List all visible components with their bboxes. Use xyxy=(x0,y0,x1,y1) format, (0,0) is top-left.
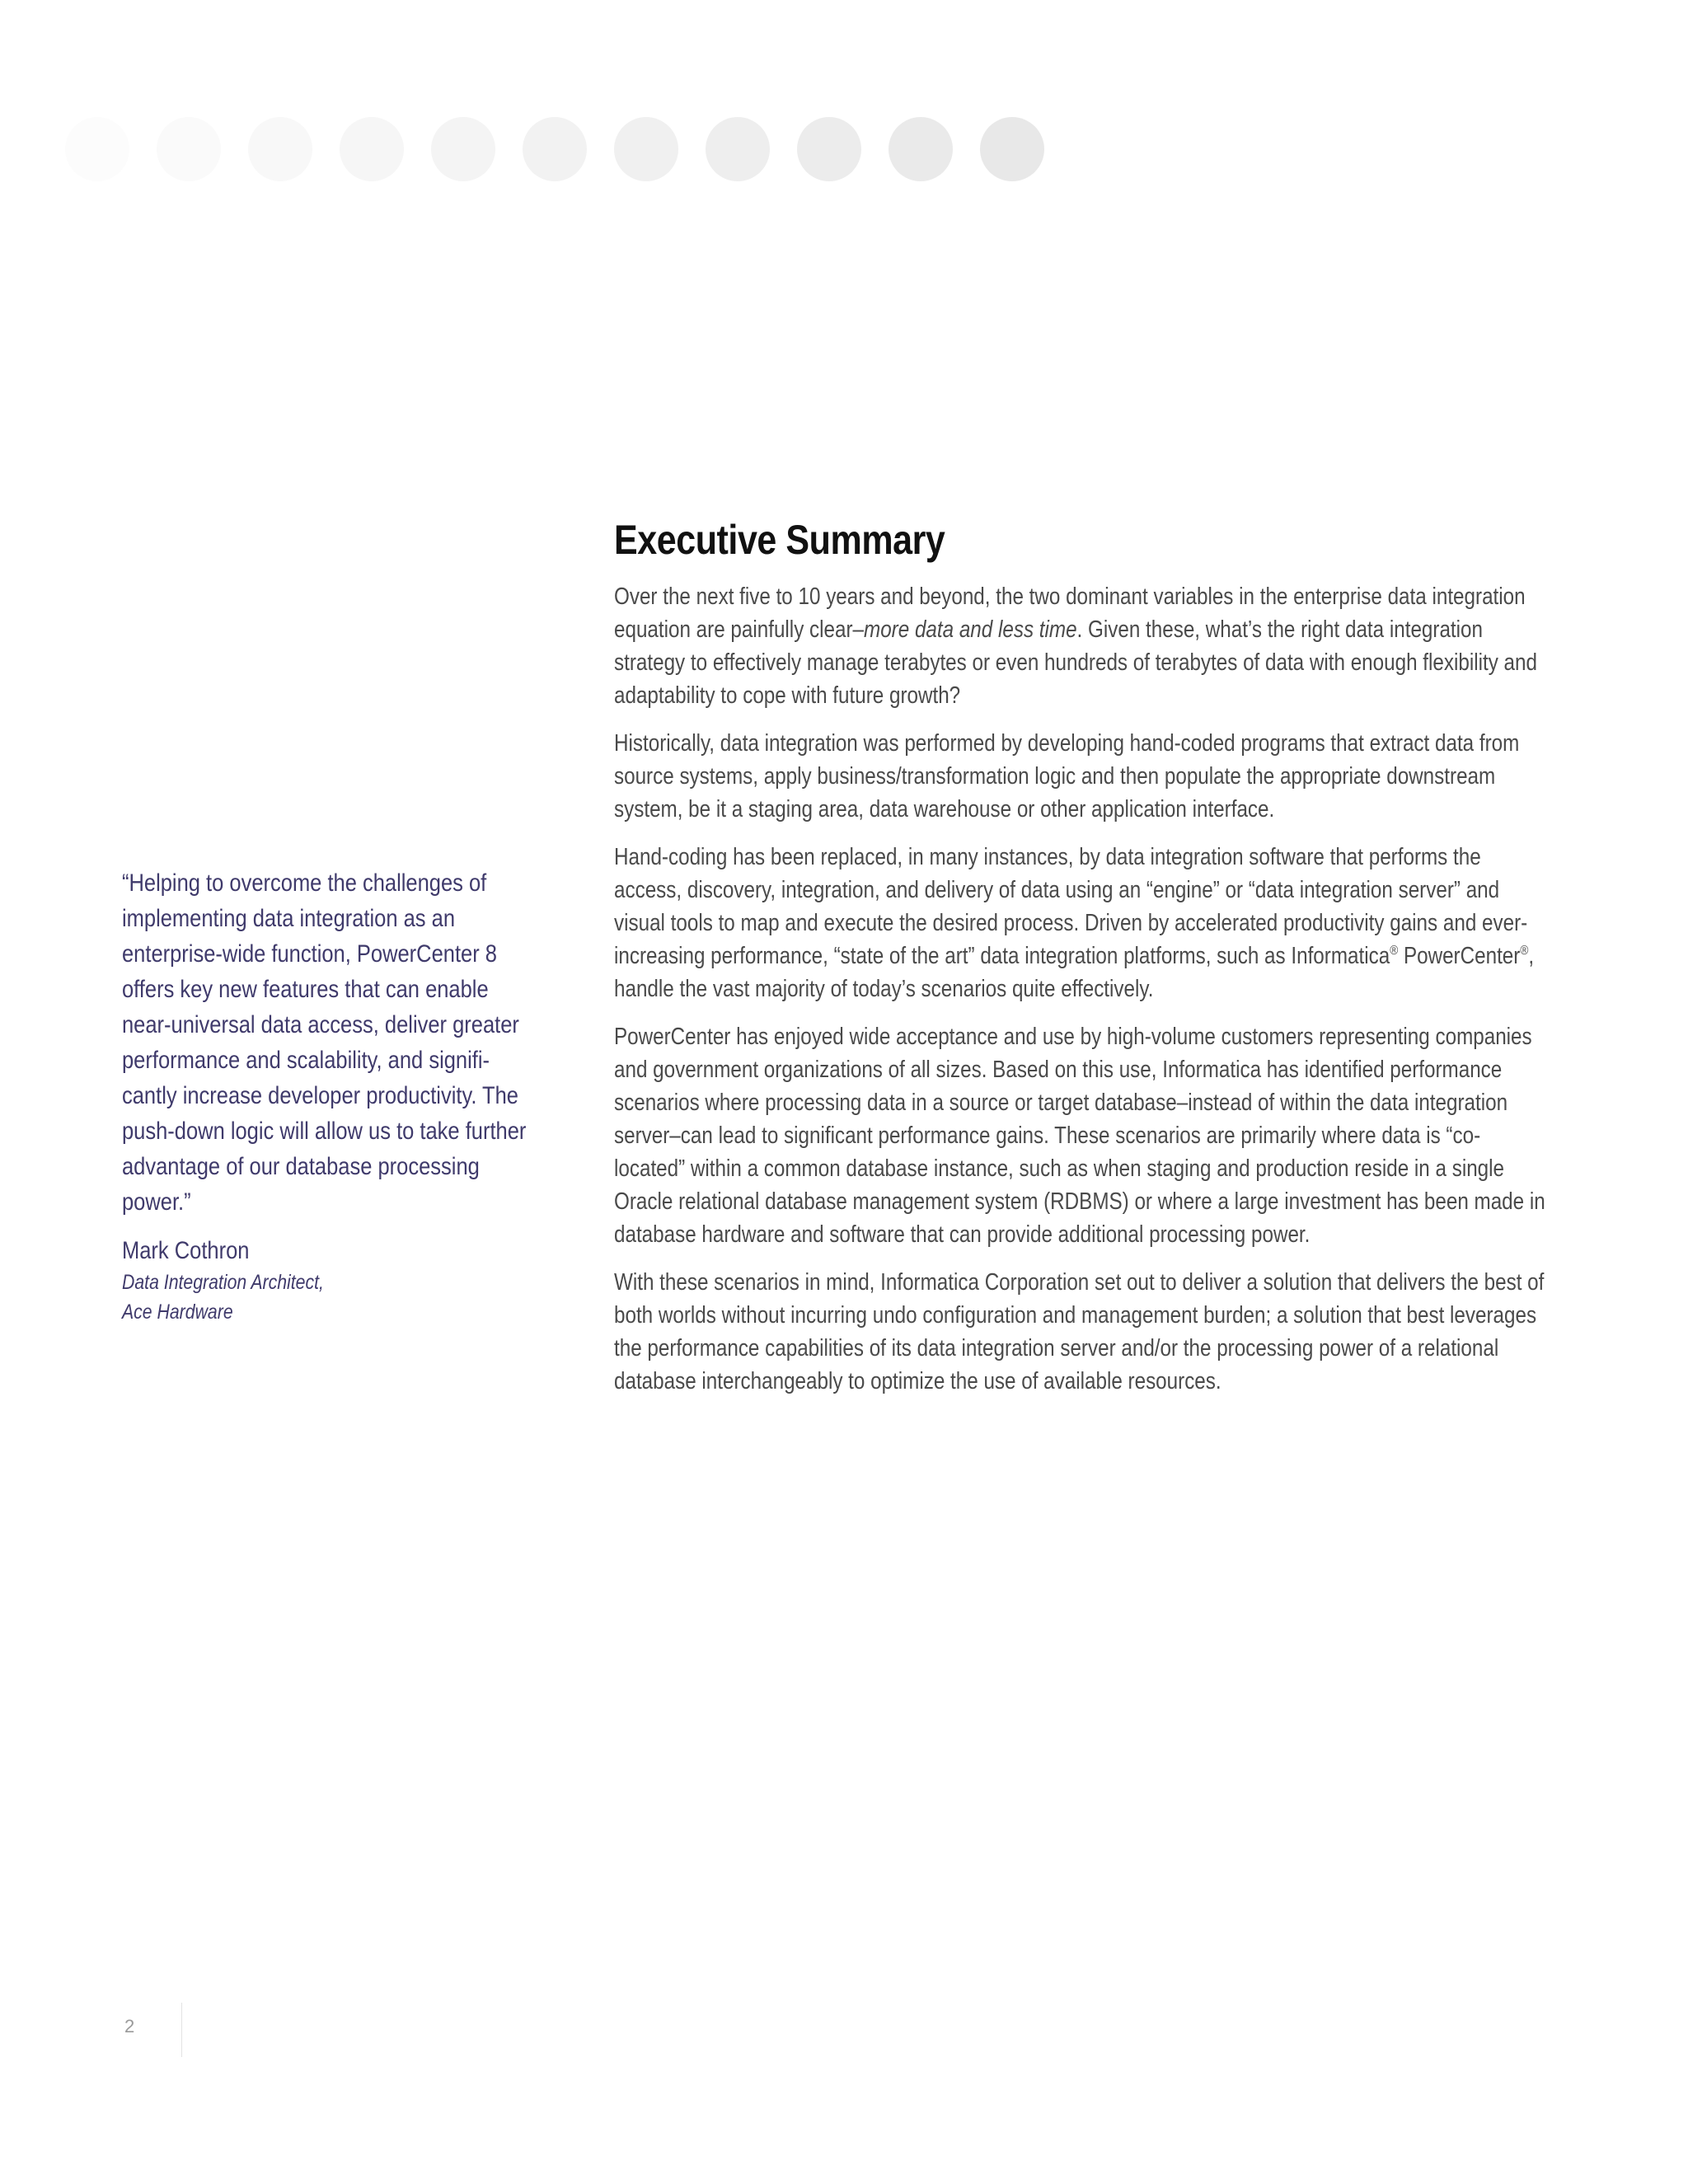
paragraph-1 xyxy=(614,580,1546,712)
decorative-dot xyxy=(65,117,129,181)
decorative-dot xyxy=(797,117,861,181)
paragraph-3-text-start: Hand-coding has been replaced, in many instances, by data integration software that performs the access, discovery, integration, and delivery of data using an “engine” or “data integration server” and visual tools to map and execute the desired process. Driven by accelerated productivity gains and ever-increasing performance, “state of the art” data integration platforms, such as Informatica xyxy=(614,844,1528,969)
page-number: 2 xyxy=(124,2016,135,2036)
decorative-dot xyxy=(980,117,1044,181)
decorative-dot xyxy=(523,117,587,181)
paragraph-3-text-end: , handle the vast majority of today’s scenarios quite effectively. xyxy=(614,943,1535,1002)
paragraph-1-text-end: . Given these, what’s the right data integration strategy to effectively manage terabytes or even hundreds of terabytes of data with enough flexibility and adaptability to cope with future growth? xyxy=(614,616,1537,709)
quote-text: “Helping to overcome the challenges of implementing data integration as an enterprise-wide function, PowerCenter 8 offers key new features that can enable near-universal data access, deliver greater performance and scalability, and signifi-cantly increase developer productivity. The push-down logic will allow us to take further advantage of our database processing power.” xyxy=(122,869,527,1216)
decorative-dot xyxy=(889,117,953,181)
decorative-dot-row xyxy=(0,0,1688,214)
pull-quote xyxy=(122,865,542,1327)
decorative-dot xyxy=(340,117,404,181)
quote-author: Mark Cothron xyxy=(122,1237,250,1264)
paragraph-1-emphasis: more data and less time xyxy=(864,616,1077,643)
quote-author-title: Data Integration Architect, xyxy=(122,1271,324,1294)
paragraph-3-text-middle: PowerCenter xyxy=(1398,943,1521,969)
decorative-dot xyxy=(248,117,312,181)
registered-mark: ® xyxy=(1520,944,1529,958)
paragraph-5: With these scenarios in mind, Informatica Corporation set out to deliver a solution that delivers the best of both worlds without incurring undo configuration and management burden; a solution that best leverages the performance capabilities of its data integration server and/or the processing power of a relational database interchangeably to optimize the use of available resources. xyxy=(614,1269,1545,1394)
footer-divider xyxy=(181,2003,182,2057)
registered-mark: ® xyxy=(1390,944,1399,958)
decorative-dot xyxy=(0,117,38,181)
paragraph-4: PowerCenter has enjoyed wide acceptance and use by high-volume customers representing companies and government organizations of all sizes. Based on this use, Informatica has identified performance scenarios where processing data in a source or target database–instead of within the data integration server–can lead to significant performance gains. These scenarios are primarily where data is “co-located” within a common database instance, such as when staging and production reside in a single Oracle relational database management system (RDBMS) or where a large investment has been made in database hardware and software that can provide additional processing power. xyxy=(614,1024,1545,1248)
decorative-dot xyxy=(157,117,221,181)
paragraph-3 xyxy=(614,841,1546,1005)
decorative-dot xyxy=(614,117,678,181)
decorative-dot xyxy=(431,117,495,181)
paragraph-2: Historically, data integration was performed by developing hand-coded programs that extract data from source systems, apply business/transformation logic and then populate the appropriate downstream system, be it a staging area, data warehouse or other application interface. xyxy=(614,730,1520,823)
quote-author-company: Ace Hardware xyxy=(122,1301,233,1324)
paragraph-1-text-start: Over the next five to 10 years and beyond, the two dominant variables in the enterprise data integration equation are painfully clear– xyxy=(614,583,1526,643)
executive-summary-body xyxy=(614,580,1546,1413)
decorative-dot xyxy=(706,117,770,181)
page-title: Executive Summary xyxy=(614,517,945,563)
